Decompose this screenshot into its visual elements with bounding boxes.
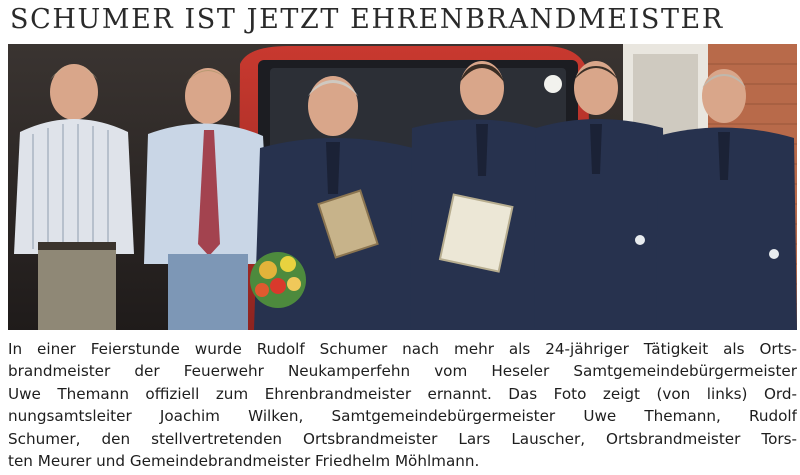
group-photo-illustration	[8, 44, 797, 330]
article-headline: SCHUMER IST JETZT EHRENBRANDMEISTER	[10, 4, 724, 35]
flower-bouquet	[250, 252, 306, 308]
photo-caption	[8, 338, 797, 472]
caption-line: In einer Feierstunde wurde Rudolf Schumer nach mehr als 24-jähriger Tätigkeit als Orts-	[8, 340, 797, 358]
caption-line: ten Meurer und Gemeindebrandmeister Friedhelm Möhlmann.	[8, 451, 480, 470]
caption-line: nungsamtsleiter Joachim Wilken, Samtgemeindebürgermeister Uwe Themann, Rudolf	[8, 407, 797, 426]
caption-line: brandmeister der Feuerwehr Neukamperfehn vom Heseler Samtgemeindebürgermeister	[8, 362, 797, 381]
article-photo	[8, 44, 797, 330]
caption-line: Schumer, den stellvertretenden Ortsbrandmeister Lars Lauscher, Ortsbrandmeister Tors-	[8, 429, 797, 448]
caption-line: Uwe Themann offiziell zum Ehrenbrandmeister ernannt. Das Foto zeigt (von links) Ord-	[8, 384, 797, 403]
